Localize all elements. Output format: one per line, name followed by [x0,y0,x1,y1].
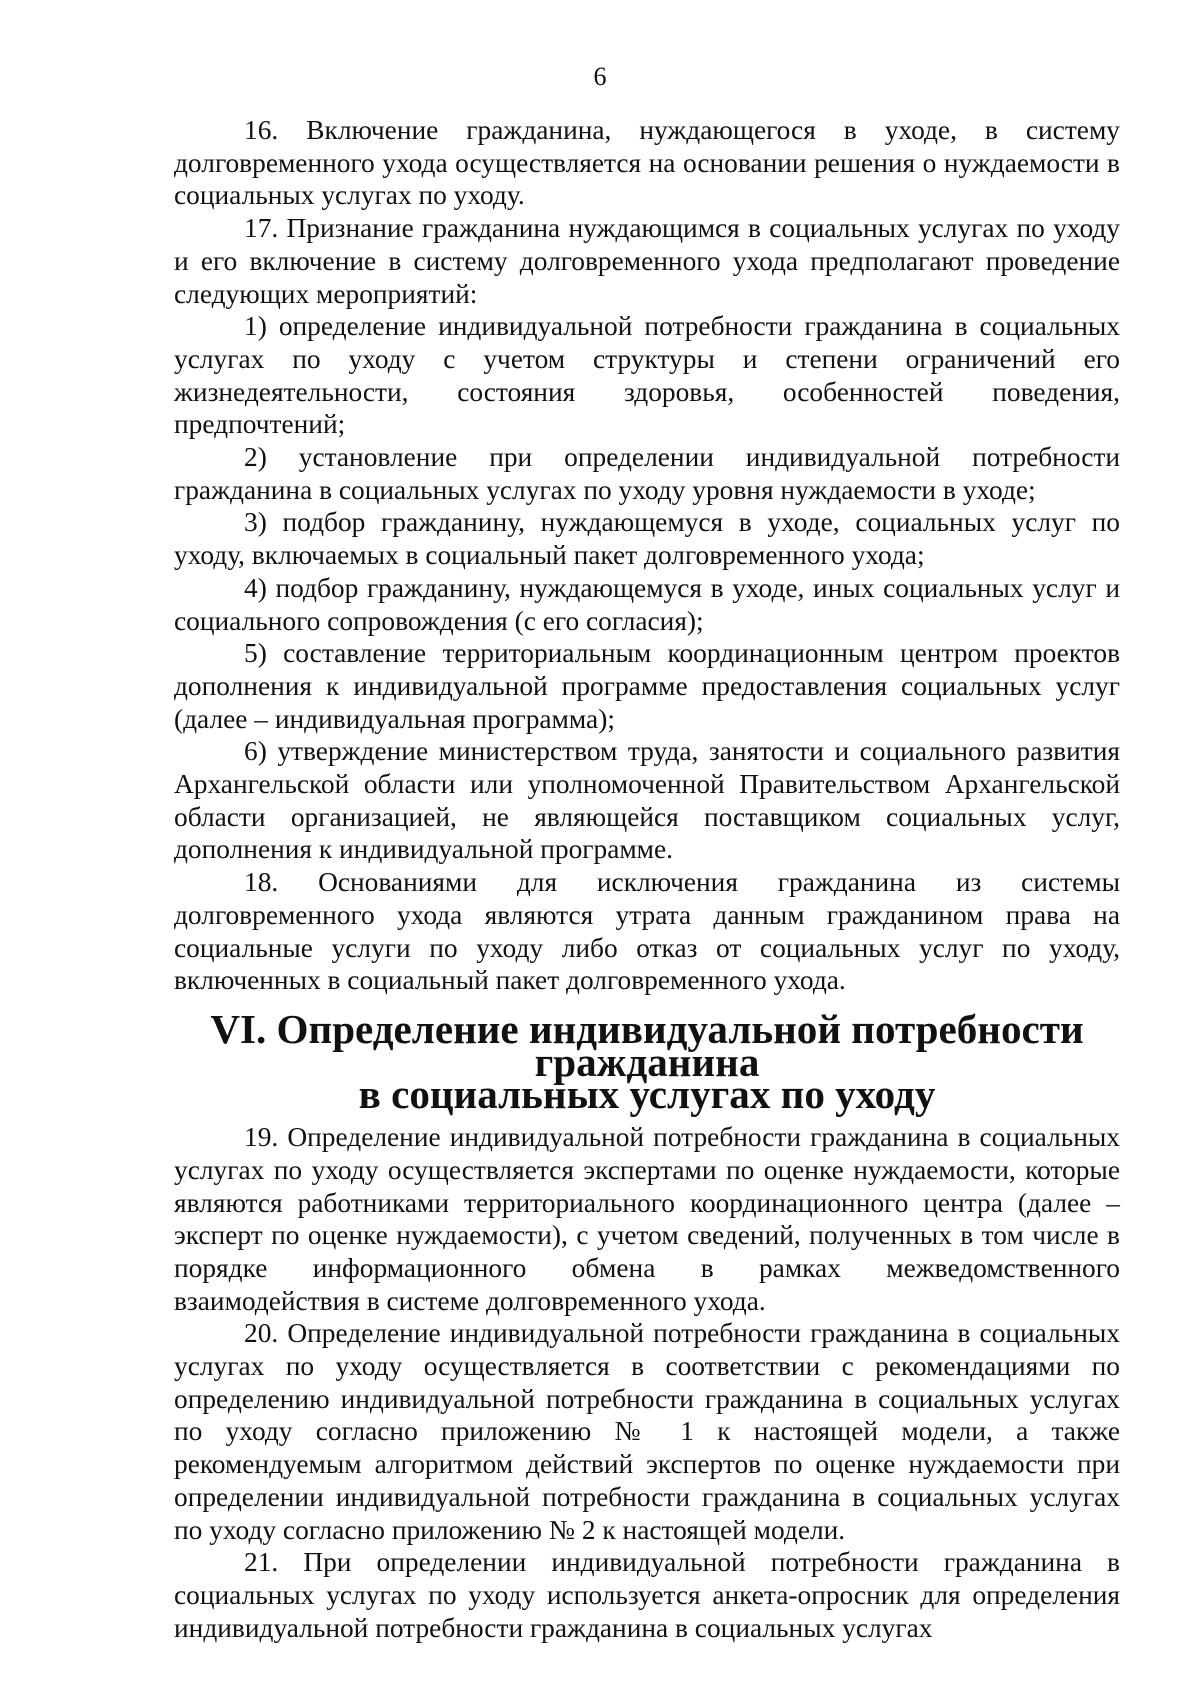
list-item-4: 4) подбор гражданину, нуждающемуся в уходе, иных социальных услуг и социального сопровождения (с его согласия); [174,572,1120,636]
document-body [174,114,1120,1644]
paragraph-19: 19. Определение индивидуальной потребности гражданина в социальных услугах по уходу осуществляется экспертами по оценке нуждаемости, которые являются работниками территориального координационного центра (далее – эксперт по оценке нуждаемости), с учетом сведений, полученных в том числе в порядке информационного обмена в рамках межведомственного взаимодействия в системе долговременного ухода. [174,1122,1120,1316]
paragraph-20: 20. Определение индивидуальной потребности гражданина в социальных услугах по уходу осуществляется в соответствии с рекомендациями по определению индивидуальной потребности гражданина в социальных услугах по уходу согласно приложению № 1 к настоящей модели, а также рекомендуемым алгоритмом действий экспертов по оценке нуждаемости при определении индивидуальной потребности гражданина в социальных услугах по уходу согласно приложению № 2 к настоящей модели. [174,1318,1120,1545]
list-item-6: 6) утверждение министерством труда, занятости и социального развития Архангельской области или уполномоченной Правительством Архангельской области организацией, не являющейся поставщиком социальных услуг, дополнения к индивидуальной программе. [174,736,1120,865]
paragraph-17: 17. Признание гражданина нуждающимся в социальных услугах по уходу и его включение в систему долговременного ухода предполагают проведение следующих мероприятий: [174,213,1120,309]
section-heading-line-1: VI. Определение индивидуальной потребности гражданина [210,1005,1084,1085]
list-item-2: 2) установление при определении индивидуальной потребности гражданина в социальных услугах по уходу уровня нуждаемости в уходе; [174,442,1120,505]
list-item-1: 1) определение индивидуальной потребности гражданина в социальных услугах по уходу с учетом структуры и степени ограничений его жизнедеятельности, состояния здоровья, особенностей поведения, предпочтений; [174,311,1120,440]
section-heading-line-2: в социальных услугах по уходу [358,1071,936,1118]
list-item-3: 3) подбор гражданину, нуждающемуся в уходе, социальных услуг по уходу, включаемых в социальный пакет долговременного ухода; [174,507,1120,571]
list-item-5: 5) составление территориальным координационным центром проектов дополнения к индивидуальной программе предоставления социальных услуг (далее – индивидуальная программа); [174,638,1120,734]
paragraph-18: 18. Основаниями для исключения гражданина из системы долговременного ухода являются утрата данным гражданином права на социальные услуги по уходу либо отказ от социальных услуг по уходу, включенных в социальный пакет долговременного ухода. [174,867,1120,996]
page-number: 6 [593,62,607,91]
section-heading [174,997,1120,1121]
paragraph-21: 21. При определении индивидуальной потребности гражданина в социальных услугах по уходу используется анкета-опросник для определения индивидуальной потребности гражданина в социальных услугах [174,1547,1120,1643]
paragraph-16: 16. Включение гражданина, нуждающегося в уходе, в систему долговременного ухода осуществляется на основании решения о нуждаемости в социальных услугах по уходу. [174,115,1120,211]
